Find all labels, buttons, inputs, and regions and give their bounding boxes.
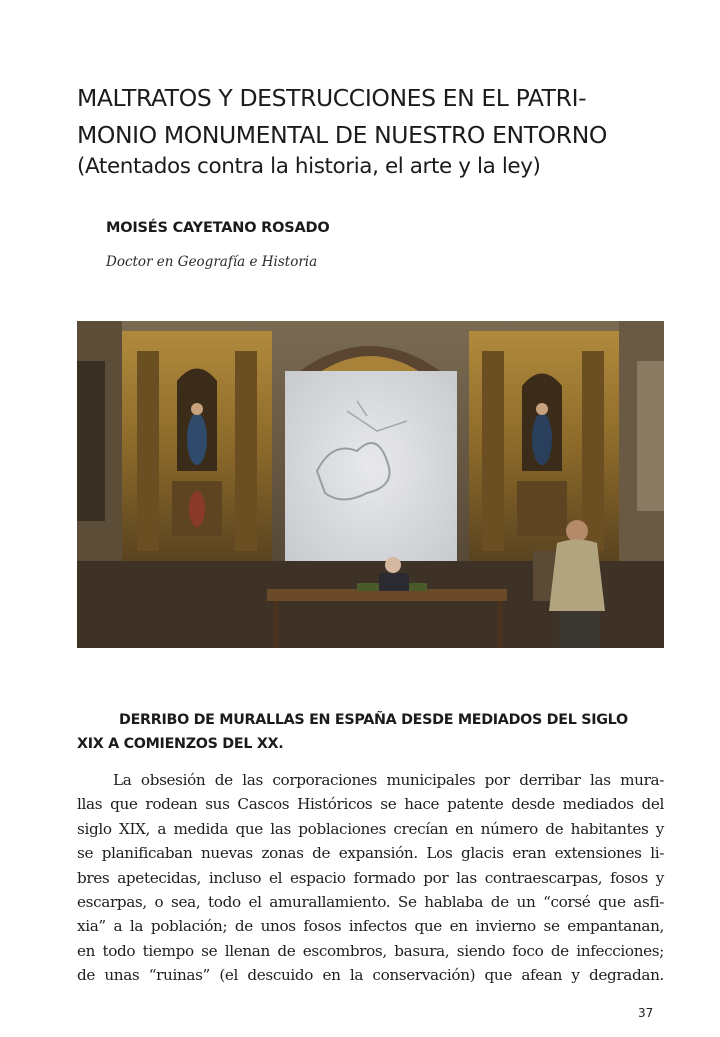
title-line-2: MONIO MONUMENTAL DE NUESTRO ENTORNO	[77, 121, 607, 149]
author-affiliation: Doctor en Geografía e Historia	[106, 254, 318, 270]
lecture-photo	[77, 321, 664, 648]
author-name: MOISÉS CAYETANO ROSADO	[106, 220, 330, 236]
paragraph-line: La obsesión de las corporaciones municipales por derribar las mura-	[113, 771, 664, 789]
paragraph-line: siglo XIX, a medida que las poblaciones crecían en número de habitantes y	[77, 819, 664, 838]
article-subtitle: (Atentados contra la historia, el arte y la ley)	[77, 154, 541, 179]
section-heading-line-1: DERRIBO DE MURALLAS EN ESPAÑA DESDE MEDIADOS DEL SIGLO	[119, 712, 628, 728]
paragraph-line: bres apetecidas, incluso el espacio formado por las contraescarpas, fosos y	[77, 868, 664, 887]
paragraph-line: se planificaban nuevas zonas de expansión. Los glacis eran extensiones li-	[77, 844, 664, 863]
paragraph-line: xia” a la población; de unos fosos infectos que en invierno se empantanan,	[77, 917, 664, 936]
section-heading	[77, 708, 664, 756]
paragraph-line: de unas “ruinas” (el descuido en la conservación) que afean y degradan.	[77, 966, 664, 985]
body-paragraph	[77, 768, 664, 988]
paragraph-line: llas que rodean sus Cascos Históricos se hace patente desde mediados del	[77, 795, 664, 814]
page-number: 37	[638, 1006, 654, 1020]
article-title	[77, 80, 677, 154]
paragraph-line: en todo tiempo se llenan de escombros, basura, siendo foco de infecciones;	[77, 941, 664, 960]
section-heading-line-2: XIX A COMIENZOS DEL XX.	[77, 736, 284, 752]
title-line-1: MALTRATOS Y DESTRUCCIONES EN EL PATRI-	[77, 84, 587, 112]
paragraph-line: escarpas, o sea, todo el amurallamiento. Se hablaba de un “corsé que asfi-	[77, 893, 664, 912]
